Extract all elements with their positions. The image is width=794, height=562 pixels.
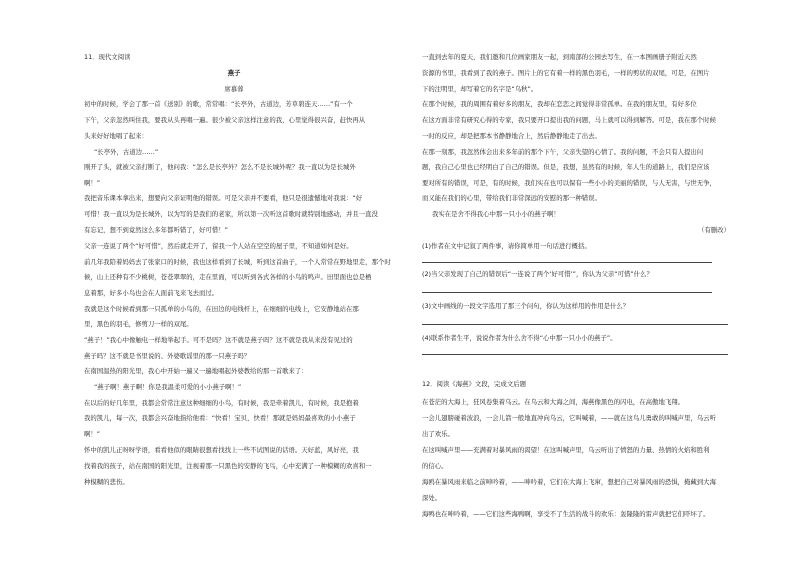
text-line: 要对所有的错误，可是，有的时候，我们实在也可以保有一些小小的美丽的错误，与人无害，与世无争， (422, 179, 716, 187)
text-line: 燕子吗？这不就是书里说的、外婆歌谣里的那一只燕子吗？ (84, 352, 251, 360)
text-line: “长亭外，古道边……” (94, 148, 159, 156)
text-line: 我实在是舍不得我心中那一只小小的燕子啊！ (432, 210, 560, 218)
section-heading: 12．阅读《海燕》文段，完成文后题 (422, 380, 526, 388)
text-line: 海鸥在暴风雨来临之前呻吟着，——呻吟着，它们在大海上飞窜，想把自己对暴风雨的恐惧，掩藏到大海 (422, 478, 716, 486)
text-line: 一时的反应，却是把那本书静静地合上，然后静静地走了出去。 (422, 132, 601, 140)
text-line: 头来好好地唱了起来： (84, 132, 148, 140)
text-line: 深处。 (422, 494, 442, 502)
question-1: (1)作者在文中记叙了两件事，请你简单用一句话进行概括。 (422, 242, 591, 250)
answer-line (422, 262, 712, 263)
question-4: (4)联系作者生平，说说作者为什么舍不得“心中那一只小小的燕子”。 (422, 334, 617, 342)
text-line: 息着那，好多小鸟也会在人面前飞来飞去而过。 (84, 289, 219, 297)
source-note: （有删改） (698, 226, 730, 234)
article-author: 席慕蓉 (224, 85, 244, 93)
text-line: 我的凯儿，每一次，我都会兴奋地指给他看：“快看！宝贝，快看！那就是妈妈最喜欢的小小燕子 (84, 414, 356, 422)
answer-line (422, 324, 728, 325)
text-line: 资源的书里，我看到了我的燕子。图片上的它有着一样的黑色羽毛，一样的剪状的双尾，可是，在图片 (422, 69, 710, 77)
answer-line (422, 354, 728, 355)
text-line: 前几年我陪着妈妈去了张家口的时候，我也这样看到了长城，听到这首曲子，一个人常常在野地里走，那个时 (84, 258, 391, 266)
text-line: 刚开了头，就被父亲打断了，他问我：“怎么是长亭外？怎么不是长城外呢？我一直以为是长城外 (84, 163, 356, 171)
text-line: 出了欢乐。 (422, 430, 454, 438)
article-title: 燕子 (227, 69, 241, 77)
text-line: 而又能在我们的心里，带给我们非常深远的安慰的那一种错误。 (422, 194, 601, 202)
text-line: “燕子啊！燕子啊！你是我温柔可爱的小小燕子啊！” (94, 383, 242, 391)
text-line: 在这方面非常有研究心得的专家，我只要开口提出我的问题，马上就可以得到解答。可是，我在那个时候 (422, 116, 716, 124)
text-line: 题，我自己心里也已经明白了自己的错误。但是，我想，虽然有的时候，年人生的道路上，我们是应该 (422, 163, 710, 171)
text-line: 在南国温热的阳光里，我心中开始一遍又一遍地唱起外婆教给的那一首歌来了： (84, 367, 308, 375)
text-line: 海鸭也在呻吟着，——它们这些海鸭啊，享受不了生活的战斗的欢乐：轰隆隆的雷声就把它们吓坏了。 (422, 510, 710, 518)
text-line: 候，山上还种有不少桃树，苍苍翠翠的，走在里面，可以听到各式各样的小鸟的鸣声。田里面也总是栖 (84, 273, 372, 281)
text-line: 我把音乐课本拿出来，想要向父亲证明他的错误。可是父亲并不要看，他只是很遗憾地对我说：“好 (84, 194, 363, 202)
text-line: 一直到去年的夏天，我们邀和几位画家朋友一起，到南部的公园去写生，在一本图画册子附近天然 (422, 53, 697, 61)
text-line: 可惜！我一直以为是长城外，以为写的是我们的老家，所以第一次听这首歌时就特别地感动，并且一直没 (84, 210, 378, 218)
answer-line (422, 292, 712, 293)
text-line: 初中的时候，学会了那一首《送别》的歌，常常唱：“长亭外，古道边，芳草碧连天……”有一个 (84, 100, 353, 108)
text-line: 啊！” (84, 179, 101, 187)
text-line: 怀中的凯儿正呀呀学语，看看他似的眼睛很想看找找上一些不试图说的话语。天好蓝，风好亮，我 (84, 446, 359, 454)
text-line: 在那个时候，我的周围有着好多的朋友，我却在恋恋之间觉得非常孤单。在我的朋友里，有好多位 (422, 100, 697, 108)
text-line: 父亲一连说了两个“好可惜”，然后就走开了，留我一个人站在空空的屋子里，不知道如何是好。 (84, 242, 353, 250)
text-line: 有忘记，想不到竟然这么多年都听错了，好可惜！” (84, 226, 228, 234)
section-heading: 11．现代文阅读 (84, 53, 131, 61)
question-2: (2)当父亲发现了自己的错误后“一连说了两个‘好可惜’”，你认为父亲“可惜”什么？ (422, 270, 653, 278)
text-line: 下的注明里，却写着它的名字是“乌秋”。 (422, 85, 538, 93)
text-line: 的信心。 (422, 462, 448, 470)
text-line: 种模糊的悲伤。 (84, 478, 129, 486)
text-line: 在那一刻那，我忽然体会出来多年前的那个下午，父亲失望的心情了。我的问题，不会只有人提出问 (422, 148, 704, 156)
text-line: 下午，父亲忽然叫住我，要我从头再唱一遍。很少被父亲这样注意的我，心里觉得很兴奋，赶快再从 (84, 116, 366, 124)
question-3: (3)文中画线的一段文字选用了那三个问句，你认为这样用的作用是什么？ (422, 302, 630, 310)
text-line: 一会儿翅膀碰着波浪，一会儿箭一般地直冲向乌云，它叫喊着，——就在这鸟儿勇敢的叫喊声里，乌云听 (422, 414, 716, 422)
text-line: 啊！” (84, 430, 101, 438)
text-line: 我就是这个时候看到那一只孤单的小鸟的，在田边的电线杆上，在细细的电线上，它安静地站在那 (84, 305, 359, 313)
text-line: 里，黑色的羽毛，修剪刀一样的双尾。 (84, 320, 193, 328)
text-line: “燕子！”我心中像触电一样地举起手。可不是吗？这不就是燕子吗？这不就是我从来没有见过的 (84, 336, 353, 344)
text-line: 找着我的孩子，站在南国的阳光里，注视着那一只黑色的安静的飞鸟，心中充满了一种模糊的欢喜和一 (84, 462, 372, 470)
text-line: 在以后的好几年里，我都会常常注意这种细细的小鸟，有时候，我是牵着凯儿，有时候，我是抱着 (84, 399, 359, 407)
text-line: 在苍茫的大海上，狂风卷集着乌云。在乌云和大海之间，海燕像黑色的闪电，在高傲地飞翔。 (422, 398, 685, 406)
text-line: 在这叫喊声里——充满着对暴风雨的渴望！在这叫喊声里，乌云听出了愤怒的力量、热情的火焰和胜利 (422, 446, 710, 454)
